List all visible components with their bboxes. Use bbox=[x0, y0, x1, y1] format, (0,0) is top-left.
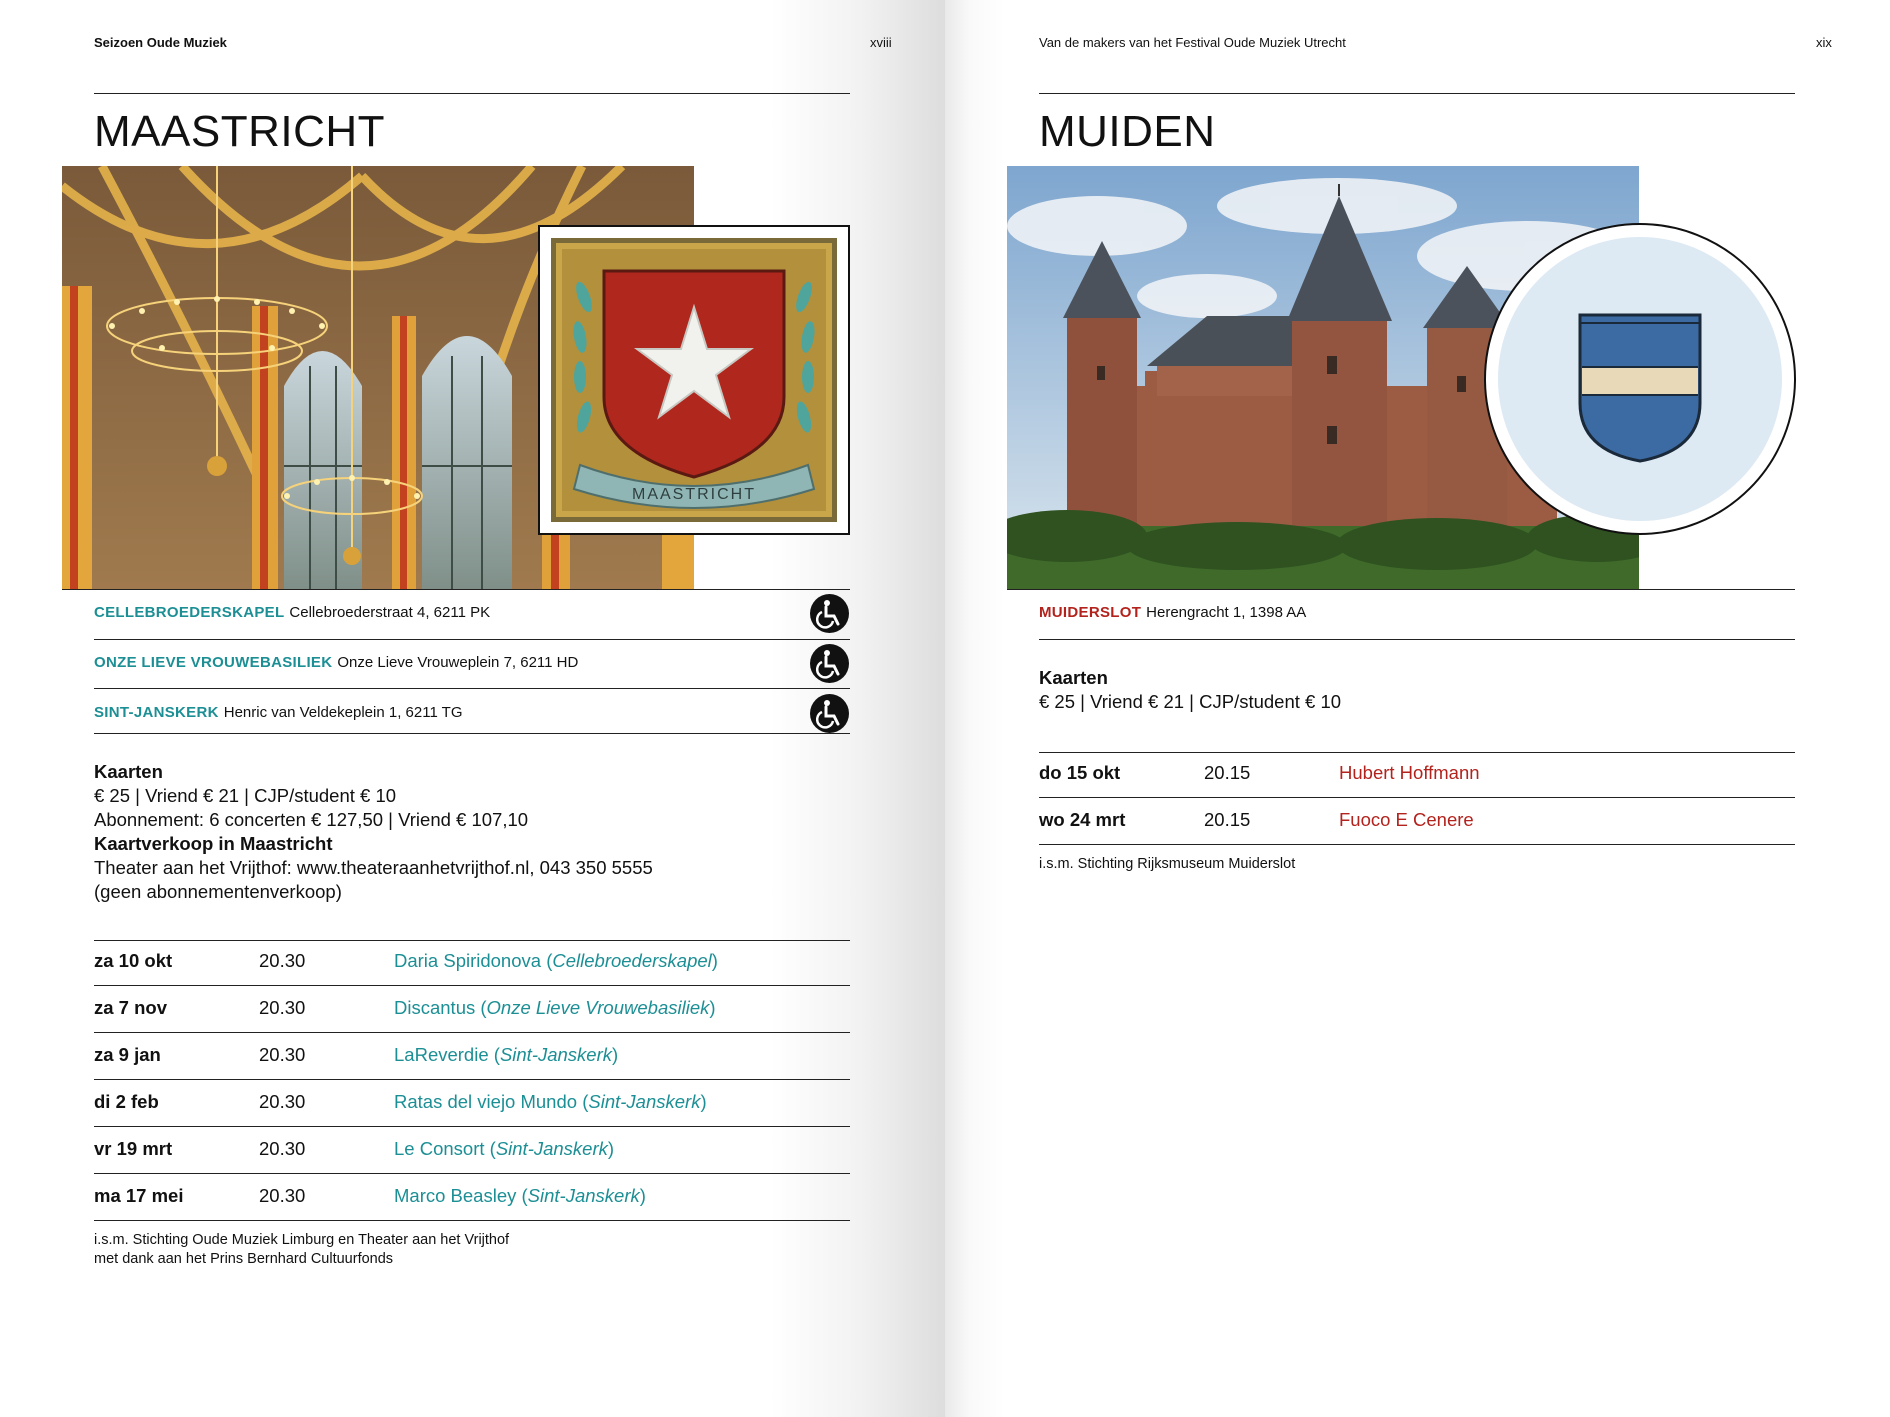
schedule-rule bbox=[94, 1126, 850, 1127]
tickets-heading: Kaarten bbox=[1039, 667, 1108, 688]
concert-date: ma 17 mei bbox=[94, 1185, 184, 1206]
emblem-text: MAASTRICHT bbox=[632, 486, 756, 503]
venue-rule bbox=[94, 639, 850, 640]
footnote-line: i.s.m. Stichting Oude Muziek Limburg en Theater aan het Vrijthof bbox=[94, 1232, 510, 1248]
schedule-row bbox=[94, 1044, 850, 1068]
page-number-right: xix bbox=[1816, 35, 1832, 50]
right-page bbox=[945, 0, 1890, 1417]
muiden-coat-of-arms-shield bbox=[1484, 223, 1796, 535]
subscription-prices: Abonnement: 6 concerten € 127,50 | Vriend € 107,10 bbox=[94, 809, 529, 830]
header-rule bbox=[1039, 93, 1795, 94]
venue-rule-bottom bbox=[1039, 639, 1795, 640]
schedule-row bbox=[1039, 809, 1795, 833]
schedule-rule bbox=[94, 1173, 850, 1174]
concert-time: 20.30 bbox=[259, 997, 306, 1018]
venue-rule-top bbox=[62, 589, 850, 590]
concert-event: Le Consort (Sint-Janskerk) bbox=[394, 1138, 615, 1159]
venue-name: ONZE LIEVE VROUWEBASILIEK bbox=[94, 654, 333, 671]
concert-date: za 9 jan bbox=[94, 1044, 161, 1065]
sales-note: (geen abonnementenverkoop) bbox=[94, 881, 342, 902]
concert-event: Ratas del viejo Mundo (Sint-Janskerk) bbox=[394, 1091, 707, 1112]
concert-event: Marco Beasley (Sint-Janskerk) bbox=[394, 1185, 646, 1206]
concert-date: za 10 okt bbox=[94, 950, 173, 971]
venue-name: MUIDERSLOT bbox=[1039, 604, 1142, 621]
venue-address: Cellebroederstraat 4, 6211 PK bbox=[289, 604, 491, 621]
concert-time: 20.30 bbox=[259, 1138, 306, 1159]
concert-time: 20.15 bbox=[1204, 809, 1251, 830]
footnote-line: met dank aan het Prins Bernhard Cultuurfonds bbox=[94, 1251, 394, 1267]
running-head-left: Seizoen Oude Muziek bbox=[94, 35, 227, 50]
ticket-info bbox=[94, 760, 854, 904]
venue-rule-bottom bbox=[94, 733, 850, 734]
concert-event: Fuoco E Cenere bbox=[1339, 809, 1474, 830]
concert-time: 20.15 bbox=[1204, 762, 1251, 783]
concert-event: LaReverdie (Sint-Janskerk) bbox=[394, 1044, 619, 1065]
venue-onze-lieve-vrouwebasiliek bbox=[94, 654, 578, 671]
schedule-rule-top bbox=[1039, 752, 1795, 753]
city-title: MUIDEN bbox=[1039, 107, 1216, 156]
footnote-line: i.s.m. Stichting Rijksmuseum Muiderslot bbox=[1039, 856, 1296, 872]
concert-time: 20.30 bbox=[259, 950, 306, 971]
concert-date: do 15 okt bbox=[1039, 762, 1121, 783]
footnote bbox=[1039, 855, 1295, 874]
schedule-rule bbox=[94, 1032, 850, 1033]
schedule-row bbox=[1039, 762, 1795, 786]
wheelchair-icon bbox=[810, 594, 849, 633]
concert-time: 20.30 bbox=[259, 1091, 306, 1112]
wheelchair-icon bbox=[810, 644, 849, 683]
schedule-row bbox=[94, 950, 850, 974]
schedule-rule-bottom bbox=[94, 1220, 850, 1221]
venue-address: Henric van Veldekeplein 1, 6211 TG bbox=[223, 704, 463, 721]
tickets-heading: Kaarten bbox=[94, 761, 163, 782]
schedule-rule-bottom bbox=[1039, 844, 1795, 845]
schedule-row bbox=[94, 997, 850, 1021]
ticket-info bbox=[1039, 666, 1739, 714]
schedule-row bbox=[94, 1138, 850, 1162]
venue-sint-janskerk bbox=[94, 704, 463, 721]
running-head-right: Van de makers van het Festival Oude Muziek Utrecht bbox=[1039, 35, 1346, 50]
schedule-row bbox=[94, 1091, 850, 1115]
concert-date: wo 24 mrt bbox=[1039, 809, 1126, 830]
venue-address: Herengracht 1, 1398 AA bbox=[1146, 604, 1307, 621]
schedule-rule bbox=[94, 985, 850, 986]
ticket-prices: € 25 | Vriend € 21 | CJP/student € 10 bbox=[1039, 691, 1342, 712]
venue-rule-top bbox=[1007, 589, 1795, 590]
concert-date: za 7 nov bbox=[94, 997, 167, 1018]
venue-cellebroederskapel bbox=[94, 604, 490, 621]
venue-rule bbox=[94, 688, 850, 689]
concert-time: 20.30 bbox=[259, 1185, 306, 1206]
sales-heading: Kaartverkoop in Maastricht bbox=[94, 833, 333, 854]
concert-time: 20.30 bbox=[259, 1044, 306, 1065]
concert-event: Daria Spiridonova (Cellebroederskapel) bbox=[394, 950, 718, 971]
ticket-prices: € 25 | Vriend € 21 | CJP/student € 10 bbox=[94, 785, 397, 806]
concert-date: vr 19 mrt bbox=[94, 1138, 173, 1159]
schedule-row bbox=[94, 1185, 850, 1209]
schedule-rule bbox=[94, 1079, 850, 1080]
schedule-rule-top bbox=[94, 940, 850, 941]
sales-line: Theater aan het Vrijthof: www.theateraanhetvrijthof.nl, 043 350 5555 bbox=[94, 857, 653, 878]
venue-name: SINT-JANSKERK bbox=[94, 704, 219, 721]
concert-event: Discantus (Onze Lieve Vrouwebasiliek) bbox=[394, 997, 716, 1018]
maastricht-coat-of-arms-tile bbox=[538, 225, 850, 535]
page-number-left: xviii bbox=[870, 35, 892, 50]
venue-muiderslot bbox=[1039, 604, 1306, 621]
schedule-rule bbox=[1039, 797, 1795, 798]
city-title: MAASTRICHT bbox=[94, 107, 385, 156]
wheelchair-icon bbox=[810, 694, 849, 733]
concert-event: Hubert Hoffmann bbox=[1339, 762, 1480, 783]
header-rule bbox=[94, 93, 850, 94]
concert-date: di 2 feb bbox=[94, 1091, 159, 1112]
venue-name: CELLEBROEDERSKAPEL bbox=[94, 604, 285, 621]
venue-address: Onze Lieve Vrouweplein 7, 6211 HD bbox=[337, 654, 579, 671]
footnote bbox=[94, 1231, 509, 1269]
